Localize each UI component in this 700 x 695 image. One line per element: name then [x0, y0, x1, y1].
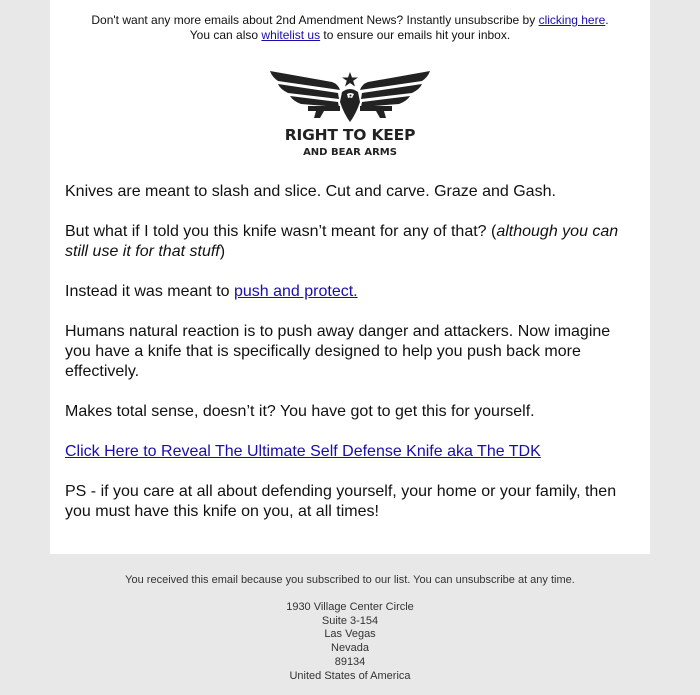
reveal-knife-link[interactable]: Click Here to Reveal The Ultimate Self Defense Knife aka The TDK — [65, 443, 541, 460]
whitelist-text: You can also — [189, 28, 262, 42]
paragraph-3-text: Instead it was meant to — [65, 283, 234, 300]
whitelist-suffix: to ensure our emails hit your inbox. — [320, 28, 511, 42]
email-footer — [0, 573, 700, 683]
unsubscribe-suffix: . — [605, 13, 609, 27]
logo-subtitle: AND BEAR ARMS — [303, 147, 397, 158]
email-body — [65, 182, 625, 542]
paragraph-2-text: But what if I told you this knife wasn’t meant for any of that? ( — [65, 223, 497, 240]
address-line: Suite 3-154 — [321, 614, 379, 627]
address-line: 1930 Village Center Circle — [286, 601, 414, 613]
unsubscribe-text: Don't want any more emails about 2nd Amendment News? Instantly unsubscribe by — [91, 13, 539, 27]
address-line: Las Vegas — [324, 628, 376, 641]
unsubscribe-link[interactable]: clicking here — [538, 13, 606, 27]
address-line: 89134 — [334, 655, 366, 668]
address-line: Nevada — [331, 642, 369, 655]
whitelist-link[interactable]: whitelist us — [261, 28, 321, 42]
paragraph-4: Humans natural reaction is to push away danger and attackers. Now imagine you have a knife that is specifically designed to help you push back more effectively. — [65, 323, 611, 380]
paragraph-2-end: ) — [219, 243, 226, 260]
email-card — [50, 0, 650, 554]
paragraph-2-italic: although you can still use it for that stuff — [65, 223, 619, 260]
cta-paragraph — [65, 442, 625, 462]
paragraph-2 — [65, 222, 625, 262]
paragraph-3 — [65, 282, 625, 302]
brand-logo[interactable] — [268, 68, 432, 162]
logo-title: RIGHT TO KEEP — [284, 126, 416, 144]
ps-paragraph: PS - if you care at all about defending yourself, your home or your family, then you must have this knife on you, at all times! — [65, 483, 617, 520]
address-line: United States of America — [289, 669, 411, 682]
push-and-protect-link[interactable]: push and protect. — [233, 283, 358, 300]
unsubscribe-notice — [50, 13, 650, 43]
paragraph-1: Knives are meant to slash and slice. Cut and carve. Graze and Gash. — [65, 183, 556, 200]
paragraph-5: Makes total sense, doesn’t it? You have got to get this for yourself. — [65, 403, 535, 420]
subscription-note: You received this email because you subscribed to our list. You can unsubscribe at any time. — [125, 574, 575, 586]
mailing-address — [0, 601, 700, 683]
eagle-guns-star-icon — [268, 68, 432, 126]
